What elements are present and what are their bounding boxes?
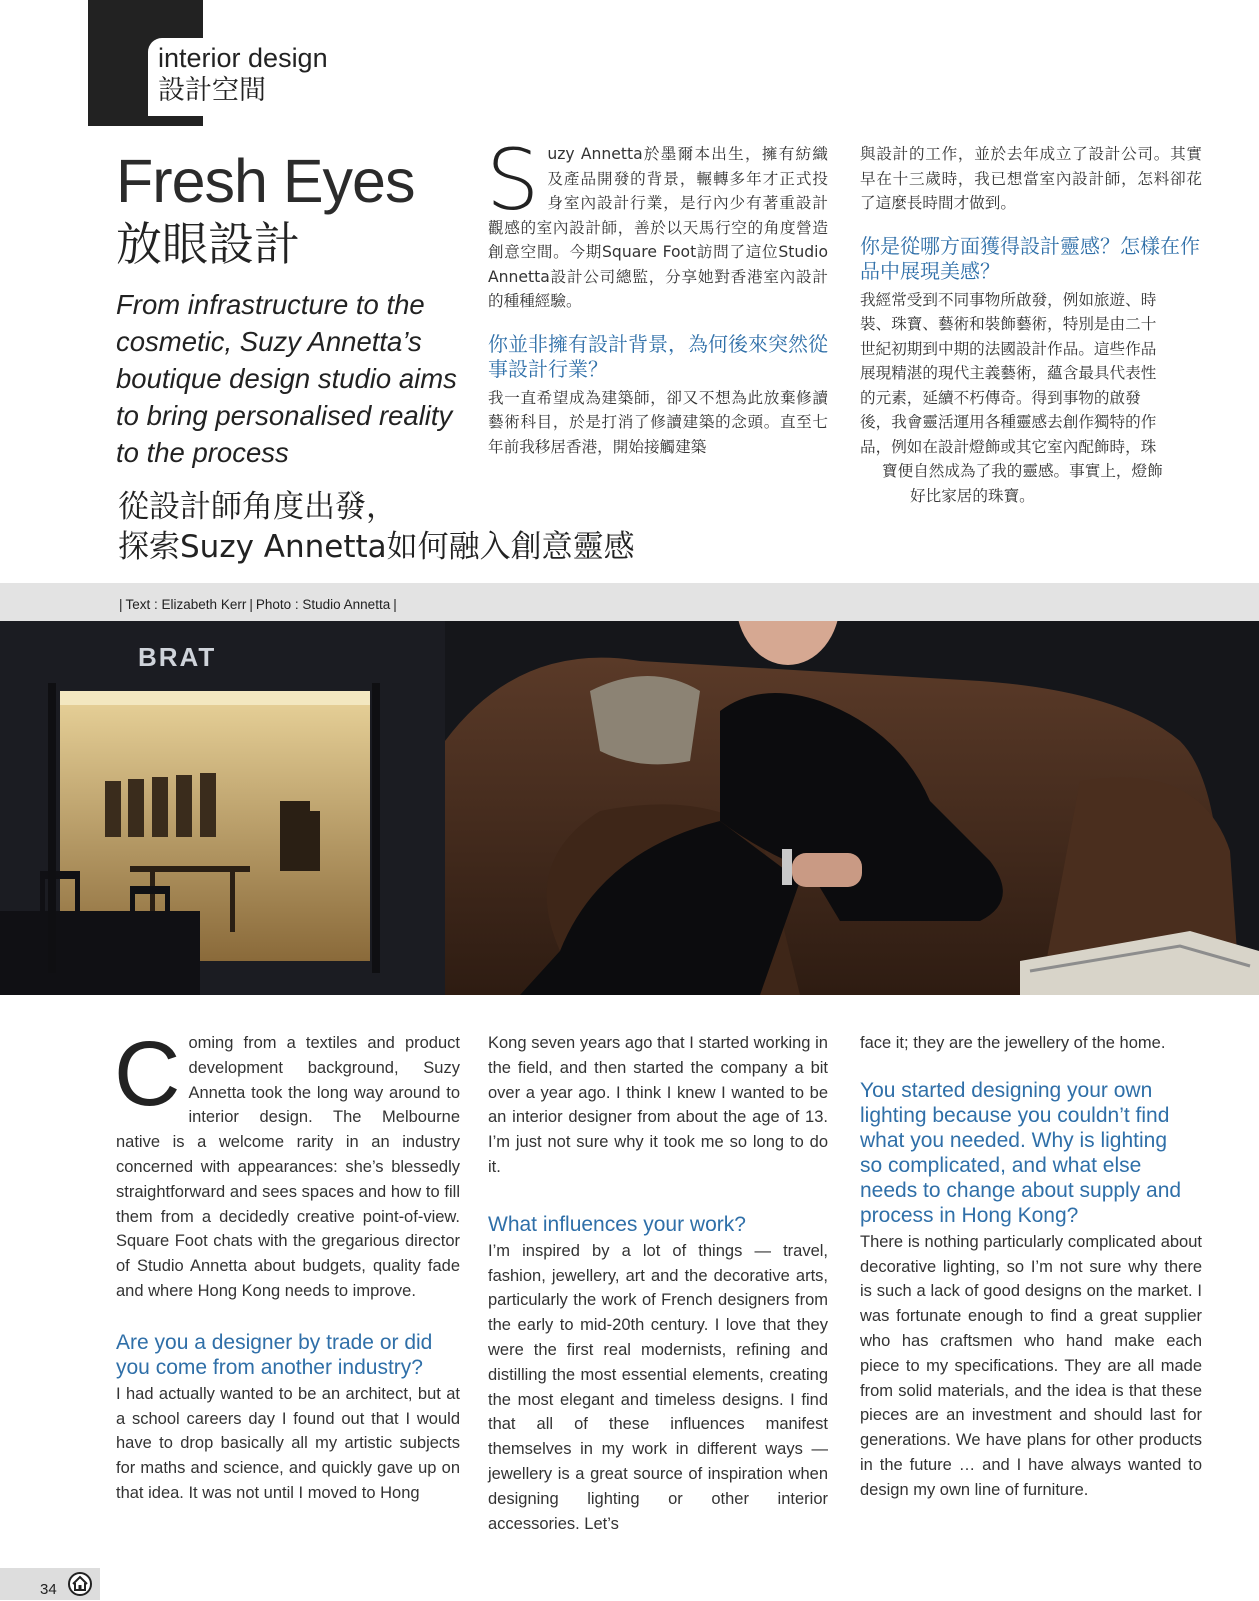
standfirst-zh: [118, 487, 758, 567]
zh-answer-1: 我一直希望成為建築師，卻又不想為此放棄修讀藝術科目，於是打消了修讀建築的念頭。直至七年前我移居香港，開始接觸建築: [488, 388, 828, 456]
en-answer-2: I’m inspired by a lot of things — travel, fashion, jewellery, art and the decorative arts, particularly the work of French designers from the early to mid-20th century. I love that they were the first real modernists, refining and distilling the most essential elements, creating the most elegant and timeless designs. I find that all of these influences manifest themselves in my work in different ways — jewellery is a great source of inspiration when designing lighting or other interior accessories. Let’s: [488, 1241, 828, 1533]
en-answer-3: There is nothing particularly complicated about decorative lighting, so I’m not sure why there is such a lack of good designs on the market. I was fortunate enough to find a great supplier who has craftsmen who hand make each piece to my specifications. They are all made from solid materials, and the idea is that these pieces are an investment and should last for generations. We have plans for other products in the future … and I have always wanted to design my own line of furniture.: [860, 1232, 1202, 1499]
zh-dropcap: S: [486, 131, 540, 229]
zh-intro: [486, 131, 828, 314]
section-title-en: interior design: [158, 43, 328, 73]
en-intro-text: oming from a textiles and product development background, Suzy Annetta took the long way around to interior design. The Melbourne native is a welcome rarity in an industry concerned with appearances: she’s blessedly straightforward and sees spaces and how to fill them from a decidedly creative point-of-view. Square Foot chats with the gregarious director of Studio Annetta about budgets, quality fade and where Hong Kong needs to improve.: [116, 1034, 460, 1300]
zh-question-2: 你是從哪方面獲得設計靈感？怎樣在作品中展現美感？: [860, 233, 1200, 283]
zh-answer-2-line: 好比家居的珠寶。: [910, 486, 1035, 505]
zh-answer-2-line: 展現精湛的現代主義藝術，蘊含最具代表性: [860, 364, 1157, 382]
credit-photo: Photo : Studio Annetta: [255, 597, 391, 612]
credits: | Text : Elizabeth Kerr | Photo : Studio Annetta |: [119, 597, 397, 612]
standfirst-en: From infrastructure to the cosmetic, Suzy Annetta’s boutique design studio aims to bring personalised reality to the process: [116, 289, 457, 468]
en-answer-1-cont: Kong seven years ago that I started working in the field, and then started the company a bit over a year ago. I think I knew I wanted to be an interior designer from about the age of 13. I’m just not sure why it took me so long to do it.: [488, 1034, 828, 1176]
en-question-1: Are you a designer by trade or did you come from another industry?: [116, 1330, 433, 1379]
zh-answer-2-line: 寶便自然成為了我的靈感。事實上，燈飾: [882, 462, 1163, 480]
standfirst-zh-line2: 探索Suzy Annetta如何融入創意靈感: [118, 529, 635, 565]
headline-en: Fresh Eyes: [116, 147, 415, 215]
home-icon[interactable]: [68, 1572, 92, 1596]
en-question-3: You started designing your own lighting because you couldn’t find what you needed. Why is lighting so complicated, and what else needs to change about supply and process in Hong Kong?: [860, 1078, 1182, 1227]
en-column-3: [860, 1031, 1202, 1503]
en-intro: [114, 1023, 460, 1304]
standfirst-zh-line1: 從設計師角度出發，: [118, 489, 397, 525]
zh-answer-2: [860, 288, 1202, 509]
zh-column-1: [486, 131, 828, 459]
zh-answer-2-line: 裝、珠寶、藝術和裝飾藝術，特別是由二十: [860, 315, 1157, 333]
zh-question-1: 你並非擁有設計背景，為何後來突然從事設計行業？: [488, 331, 828, 381]
zh-answer-2-line: 的元素，延續不朽傳奇。得到事物的啟發: [860, 388, 1141, 407]
en-column-1: [114, 1023, 460, 1506]
zh-answer-2-line: 我經常受到不同事物所啟發，例如旅遊、時: [860, 290, 1157, 309]
page-number: 34: [40, 1581, 57, 1598]
headline-zh: 放眼設計: [116, 217, 300, 271]
en-question-2: What influences your work?: [488, 1212, 746, 1236]
zh-answer-2-line: 品，例如在設計燈飾或其它室內配飾時，珠: [860, 437, 1157, 456]
credit-text: Text : Elizabeth Kerr: [125, 597, 247, 612]
en-column-2: [488, 1031, 828, 1536]
section-title-zh: 設計空間: [158, 75, 266, 106]
brat-sign: BRAT: [138, 642, 217, 672]
zh-intro-text: uzy Annetta於墨爾本出生，擁有紡織及產品開發的背景，輾轉多年才正式投身室內設計行業，是行內少有著重設計觀感的室內設計師，善於以天馬行空的角度營造創意空間。今期Square Foot訪問了這位Studio Annetta設計公司總監，分享她對香港室內設計的種種經驗。: [488, 145, 828, 310]
zh-column-2: [860, 142, 1202, 508]
en-answer-1: I had actually wanted to be an architect, but at a school careers day I found out that I would have to drop basically all my artistic subjects for maths and science, and quickly gave up on that idea. It was not until I moved to Hong: [116, 1384, 460, 1502]
feature-photo: [0, 621, 1259, 995]
zh-answer-1-cont: 與設計的工作，並於去年成立了設計公司。其實早在十三歲時，我已想當室內設計師，怎料卻花了這麼長時間才做到。: [860, 145, 1202, 212]
zh-answer-2-line: 後，我會靈活運用各種靈感去創作獨特的作: [860, 413, 1157, 431]
en-dropcap: C: [114, 1023, 181, 1125]
en-answer-2-cont: face it; they are the jewellery of the home.: [860, 1034, 1166, 1052]
zh-answer-2-line: 世紀初期到中期的法國設計作品。這些作品: [860, 339, 1157, 358]
feature-photo-illustration: [0, 621, 1259, 995]
section-tab: [148, 38, 358, 116]
